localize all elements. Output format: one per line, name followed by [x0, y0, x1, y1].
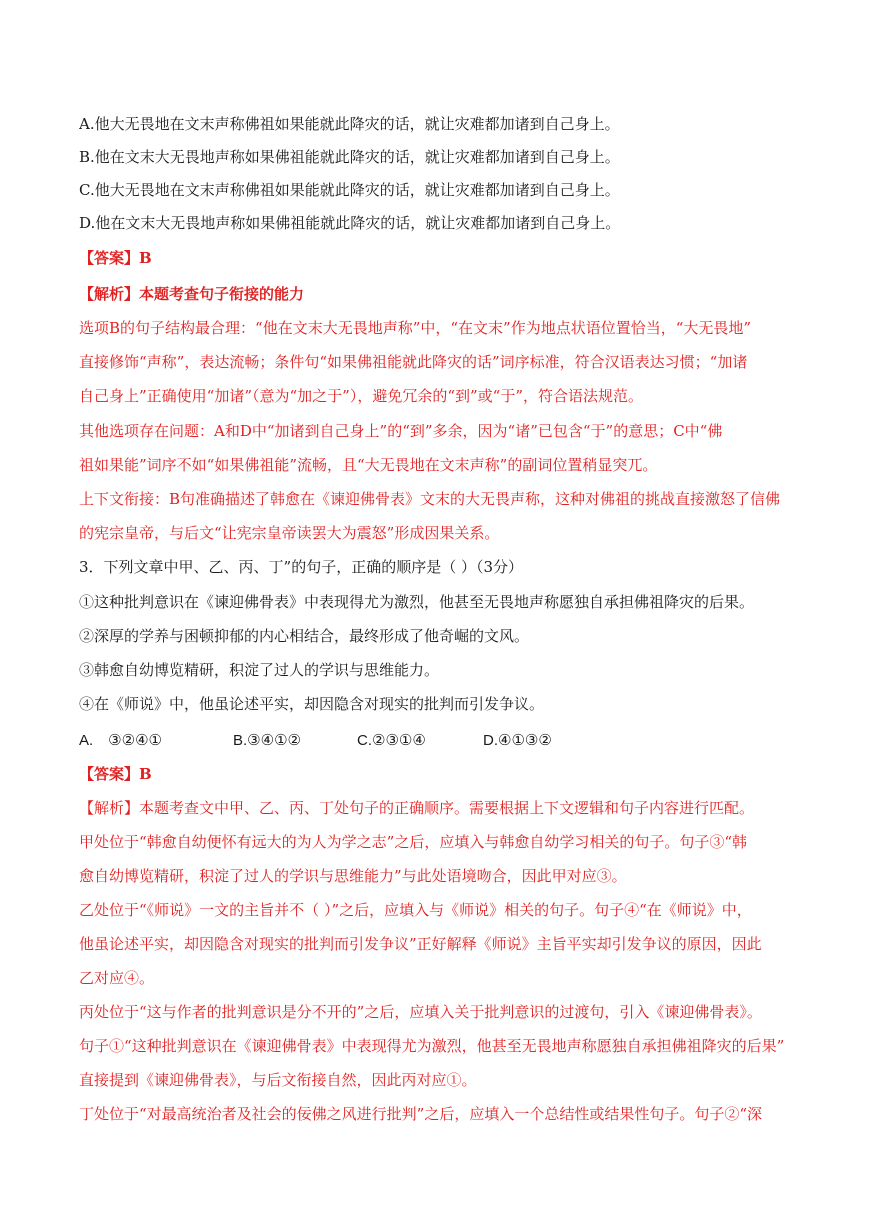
sentence-3-q3: ③韩愈自幼博览精研，积淀了过人的学识与思维能力。 [79, 661, 440, 679]
analysis-line-q3: 甲处位于“韩愈自幼便怀有远大的为人为学之志”之后，应填入与韩愈自幼学习相关的句子。句子③“韩 [79, 833, 748, 851]
analysis-line-q3: 直接提到《谏迎佛骨表》，与后文衔接自然，因此丙对应①。 [79, 1071, 477, 1089]
choices-q3 [79, 730, 809, 752]
choice-a-q3: A. ③②④① [79, 732, 162, 749]
option-a-q2: A.他大无畏地在文末声称佛祖如果能就此降灾的话，就让灾难都加诸到自己身上。 [79, 115, 620, 133]
analysis-line-q2: 祖如果能”词序不如“如果佛祖能”流畅，且“大无畏地在文末声称”的副词位置稍显突兀。 [79, 456, 658, 474]
analysis-heading-q3: 【解析】本题考查文中甲、乙、丙、丁处句子的正确顺序。需要根据上下文逻辑和句子内容进行匹配。 [79, 799, 755, 817]
sentence-2-q3: ②深厚的学养与困顿抑郁的内心相结合，最终形成了他奇崛的文风。 [79, 627, 530, 645]
analysis-line-q2: 自己身上”正确使用“加诸”（意为“加之于”），避免冗余的“到”或“于”，符合语法规范。 [79, 387, 644, 405]
analysis-line-q3: 他虽论述平实，却因隐含对现实的批判而引发争议”正好解释《师说》主旨平实却引发争议的原因，因此 [79, 935, 762, 953]
sentence-4-q3: ④在《师说》中，他虽论述平实，却因隐含对现实的批判而引发争议。 [79, 695, 545, 713]
answer-q3: 【答案】B [79, 765, 152, 783]
analysis-line-q3: 丁处位于“对最高统治者及社会的佞佛之风进行批判”之后，应填入一个总结性或结果性句子。句子②“深 [79, 1105, 763, 1123]
analysis-line-q3: 丙处位于“这与作者的批判意识是分不开的”之后，应填入关于批判意识的过渡句，引入《谏迎佛骨表》。 [79, 1003, 762, 1021]
analysis-line-q3: 愈自幼博览精研，积淀了过人的学识与思维能力”与此处语境吻合，因此甲对应③。 [79, 867, 627, 885]
answer-q2: 【答案】B [79, 249, 152, 267]
analysis-line-q3: 句子①“这种批判意识在《谏迎佛骨表》中表现得尤为激烈，他甚至无畏地声称愿独自承担佛祖降灾的后果” [79, 1037, 785, 1055]
choice-d-q3: D.④①③② [483, 732, 552, 749]
choice-b-q3: B.③④①② [233, 732, 301, 749]
analysis-heading-q2: 【解析】本题考查句子衔接的能力 [79, 285, 305, 303]
analysis-line-q2: 其他选项存在问题：A和D中“加诸到自己身上”的“到”多余，因为“诸”已包含“于”的意思；C中“佛 [79, 422, 723, 440]
analysis-line-q2: 直接修饰“声称”，表达流畅；条件句“如果佛祖能就此降灾的话”词序标准，符合汉语表达习惯；“加诸 [79, 353, 748, 371]
option-c-q2: C.他大无畏地在文末声称佛祖如果能就此降灾的话，就让灾难都加诸到自己身上。 [79, 181, 620, 199]
analysis-line-q3: 乙处位于“《师说》一文的主旨并不（ ）”之后，应填入与《师说》相关的句子。句子④“在《师说》中， [79, 901, 752, 919]
analysis-line-q2: 选项B的句子结构最合理：“他在文末大无畏地声称”中，“在文末”作为地点状语位置恰当，“大无畏地” [79, 319, 752, 337]
choice-c-q3: C.②③①④ [357, 732, 426, 749]
sentence-1-q3: ①这种批判意识在《谏迎佛骨表》中表现得尤为激烈，他甚至无畏地声称愿独自承担佛祖降灾的后果。 [79, 593, 755, 611]
question-q3: 3．下列文章中甲、乙、丙、丁”的句子，正确的顺序是（ ）（3分） [79, 558, 524, 576]
analysis-line-q2: 的宪宗皇帝，与后文“让宪宗皇帝读罢大为震怒”形成因果关系。 [79, 524, 500, 542]
analysis-line-q2: 上下文衔接：B句准确描述了韩愈在《谏迎佛骨表》文末的大无畏声称，这种对佛祖的挑战直接激怒了信佛 [79, 490, 781, 508]
analysis-line-q3: 乙对应④。 [79, 969, 155, 987]
option-d-q2: D.他在文末大无畏地声称如果佛祖能就此降灾的话，就让灾难都加诸到自己身上。 [79, 214, 621, 232]
option-b-q2: B.他在文末大无畏地声称如果佛祖能就此降灾的话，就让灾难都加诸到自己身上。 [79, 148, 620, 166]
